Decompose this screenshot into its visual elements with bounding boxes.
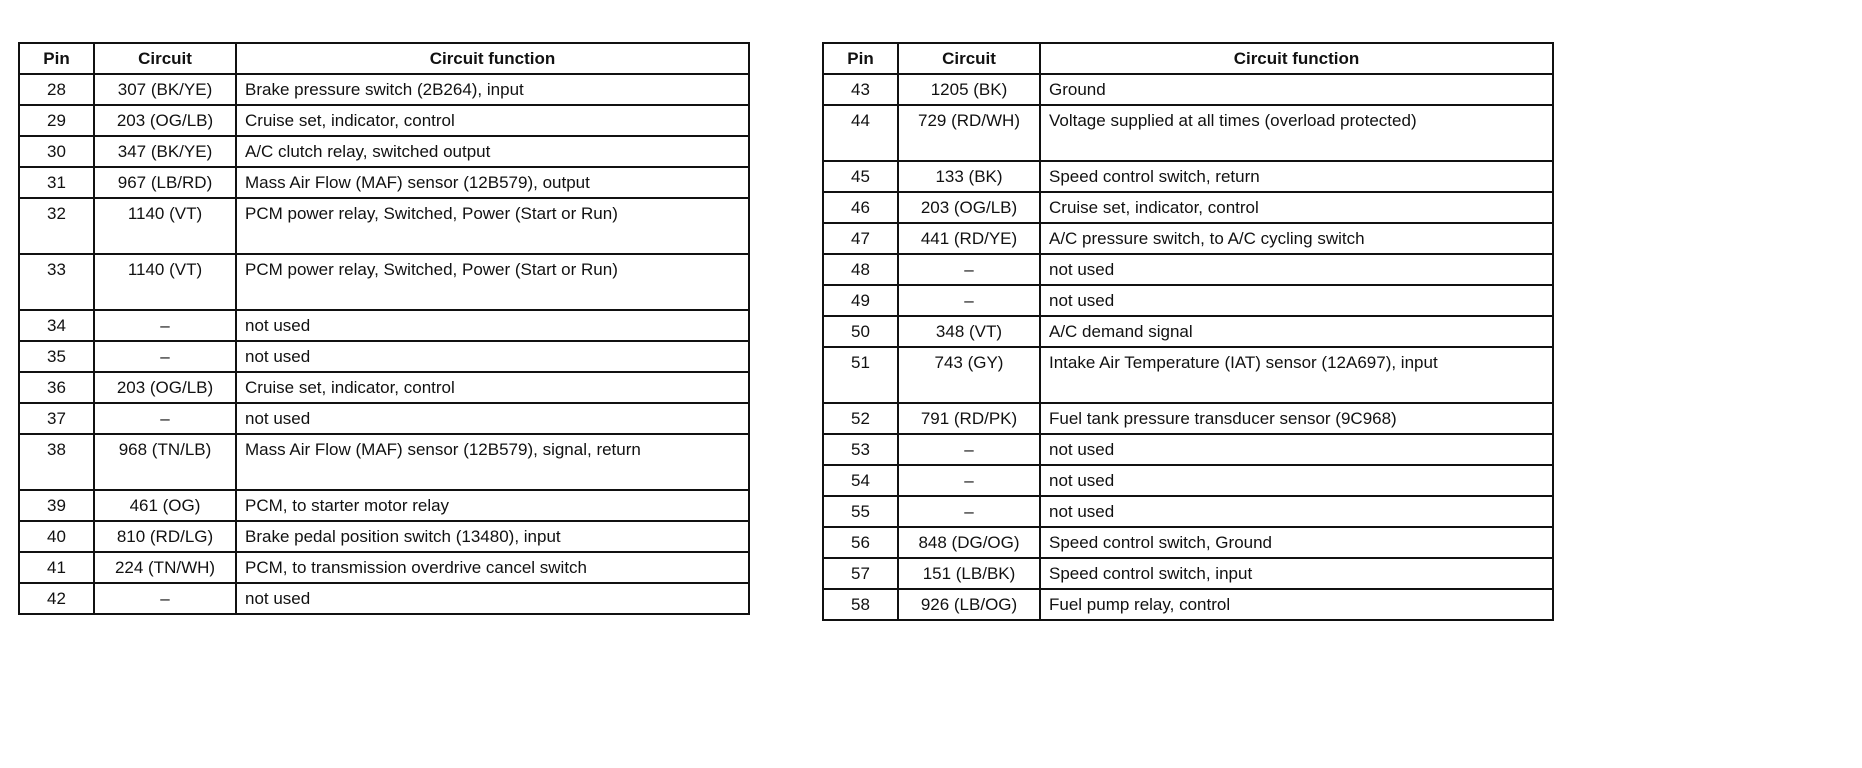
- pin-cell: 41: [19, 552, 94, 583]
- circuit-function-column-header: Circuit function: [236, 43, 749, 74]
- pin-cell: 35: [19, 341, 94, 372]
- table-row: [19, 403, 749, 434]
- circuit-cell: 848 (DG/OG): [898, 527, 1040, 558]
- pin-cell: 50: [823, 316, 898, 347]
- circuit-cell: 729 (RD/WH): [898, 105, 1040, 161]
- circuit-function-cell: Speed control switch, input: [1040, 558, 1553, 589]
- table-row: [823, 74, 1553, 105]
- table-row: [823, 192, 1553, 223]
- pin-cell: 43: [823, 74, 898, 105]
- circuit-function-cell: Brake pressure switch (2B264), input: [236, 74, 749, 105]
- circuit-function-cell: PCM, to starter motor relay: [236, 490, 749, 521]
- circuit-cell: –: [898, 285, 1040, 316]
- table-body: [19, 74, 749, 614]
- circuit-cell: 133 (BK): [898, 161, 1040, 192]
- table-row: [823, 223, 1553, 254]
- pin-cell: 48: [823, 254, 898, 285]
- table-row: [19, 310, 749, 341]
- circuit-cell: –: [898, 496, 1040, 527]
- circuit-cell: –: [898, 465, 1040, 496]
- circuit-cell: 348 (VT): [898, 316, 1040, 347]
- table-row: [19, 105, 749, 136]
- circuit-column-header: Circuit: [898, 43, 1040, 74]
- table-row: [19, 552, 749, 583]
- circuit-function-cell: Voltage supplied at all times (overload protected): [1040, 105, 1553, 161]
- circuit-cell: –: [94, 583, 236, 614]
- circuit-cell: 1205 (BK): [898, 74, 1040, 105]
- pin-cell: 56: [823, 527, 898, 558]
- table-row: [823, 558, 1553, 589]
- circuit-function-cell: Cruise set, indicator, control: [236, 105, 749, 136]
- pinout-table-left: [18, 42, 750, 615]
- circuit-cell: 203 (OG/LB): [898, 192, 1040, 223]
- pin-cell: 54: [823, 465, 898, 496]
- circuit-function-cell: Mass Air Flow (MAF) sensor (12B579), output: [236, 167, 749, 198]
- circuit-function-column-header: Circuit function: [1040, 43, 1553, 74]
- circuit-cell: 347 (BK/YE): [94, 136, 236, 167]
- circuit-function-cell: not used: [236, 583, 749, 614]
- pin-cell: 39: [19, 490, 94, 521]
- table-row: [823, 285, 1553, 316]
- pin-cell: 37: [19, 403, 94, 434]
- pin-cell: 57: [823, 558, 898, 589]
- circuit-cell: 461 (OG): [94, 490, 236, 521]
- pin-cell: 53: [823, 434, 898, 465]
- table-row: [19, 341, 749, 372]
- table-row: [823, 465, 1553, 496]
- pin-cell: 46: [823, 192, 898, 223]
- circuit-function-cell: A/C clutch relay, switched output: [236, 136, 749, 167]
- table-row: [823, 589, 1553, 620]
- pin-cell: 34: [19, 310, 94, 341]
- circuit-cell: 967 (LB/RD): [94, 167, 236, 198]
- circuit-function-cell: Speed control switch, return: [1040, 161, 1553, 192]
- circuit-function-cell: not used: [236, 403, 749, 434]
- circuit-function-cell: not used: [1040, 254, 1553, 285]
- table-row: [19, 136, 749, 167]
- table-row: [19, 167, 749, 198]
- table-row: [823, 254, 1553, 285]
- pin-cell: 55: [823, 496, 898, 527]
- pin-cell: 49: [823, 285, 898, 316]
- circuit-function-cell: Mass Air Flow (MAF) sensor (12B579), signal, return: [236, 434, 749, 490]
- circuit-cell: –: [94, 310, 236, 341]
- pin-cell: 45: [823, 161, 898, 192]
- circuit-function-cell: not used: [1040, 496, 1553, 527]
- circuit-function-cell: Speed control switch, Ground: [1040, 527, 1553, 558]
- table-row: [19, 372, 749, 403]
- table-row: [19, 583, 749, 614]
- table-row: [19, 434, 749, 490]
- circuit-function-cell: A/C pressure switch, to A/C cycling switch: [1040, 223, 1553, 254]
- pin-cell: 32: [19, 198, 94, 254]
- table-row: [823, 316, 1553, 347]
- circuit-cell: 1140 (VT): [94, 198, 236, 254]
- pin-column-header: Pin: [823, 43, 898, 74]
- table-row: [19, 254, 749, 310]
- pin-cell: 28: [19, 74, 94, 105]
- circuit-cell: 791 (RD/PK): [898, 403, 1040, 434]
- pin-cell: 33: [19, 254, 94, 310]
- circuit-function-cell: not used: [1040, 465, 1553, 496]
- pin-cell: 38: [19, 434, 94, 490]
- circuit-cell: 151 (LB/BK): [898, 558, 1040, 589]
- circuit-cell: –: [94, 403, 236, 434]
- circuit-function-cell: not used: [1040, 434, 1553, 465]
- circuit-function-cell: Fuel tank pressure transducer sensor (9C968): [1040, 403, 1553, 434]
- circuit-function-cell: not used: [236, 341, 749, 372]
- circuit-function-cell: PCM, to transmission overdrive cancel switch: [236, 552, 749, 583]
- pin-cell: 58: [823, 589, 898, 620]
- pin-cell: 51: [823, 347, 898, 403]
- circuit-function-cell: Cruise set, indicator, control: [236, 372, 749, 403]
- circuit-cell: 743 (GY): [898, 347, 1040, 403]
- pin-cell: 36: [19, 372, 94, 403]
- circuit-cell: 1140 (VT): [94, 254, 236, 310]
- table-row: [19, 198, 749, 254]
- circuit-function-cell: Ground: [1040, 74, 1553, 105]
- table-row: [823, 347, 1553, 403]
- table-row: [19, 74, 749, 105]
- circuit-function-cell: Intake Air Temperature (IAT) sensor (12A697), input: [1040, 347, 1553, 403]
- circuit-function-cell: PCM power relay, Switched, Power (Start or Run): [236, 198, 749, 254]
- circuit-function-cell: not used: [236, 310, 749, 341]
- table-header-row: [823, 43, 1553, 74]
- pin-cell: 47: [823, 223, 898, 254]
- table-body: [823, 74, 1553, 620]
- table-row: [823, 105, 1553, 161]
- circuit-function-cell: not used: [1040, 285, 1553, 316]
- pin-cell: 42: [19, 583, 94, 614]
- circuit-cell: –: [94, 341, 236, 372]
- table-row: [823, 527, 1553, 558]
- circuit-cell: –: [898, 434, 1040, 465]
- circuit-cell: 224 (TN/WH): [94, 552, 236, 583]
- pin-cell: 52: [823, 403, 898, 434]
- table-row: [823, 434, 1553, 465]
- pin-column-header: Pin: [19, 43, 94, 74]
- circuit-function-cell: PCM power relay, Switched, Power (Start or Run): [236, 254, 749, 310]
- table-header-row: [19, 43, 749, 74]
- circuit-cell: 926 (LB/OG): [898, 589, 1040, 620]
- table-row: [19, 521, 749, 552]
- circuit-column-header: Circuit: [94, 43, 236, 74]
- table-row: [823, 161, 1553, 192]
- circuit-cell: 203 (OG/LB): [94, 372, 236, 403]
- table-row: [19, 490, 749, 521]
- circuit-cell: 968 (TN/LB): [94, 434, 236, 490]
- circuit-cell: 810 (RD/LG): [94, 521, 236, 552]
- circuit-cell: 203 (OG/LB): [94, 105, 236, 136]
- pin-cell: 44: [823, 105, 898, 161]
- circuit-function-cell: Fuel pump relay, control: [1040, 589, 1553, 620]
- pinout-table-right: [822, 42, 1554, 621]
- pin-cell: 31: [19, 167, 94, 198]
- table-row: [823, 403, 1553, 434]
- circuit-function-cell: Cruise set, indicator, control: [1040, 192, 1553, 223]
- circuit-cell: –: [898, 254, 1040, 285]
- pin-cell: 40: [19, 521, 94, 552]
- pin-cell: 30: [19, 136, 94, 167]
- circuit-function-cell: A/C demand signal: [1040, 316, 1553, 347]
- circuit-cell: 441 (RD/YE): [898, 223, 1040, 254]
- circuit-function-cell: Brake pedal position switch (13480), input: [236, 521, 749, 552]
- table-row: [823, 496, 1553, 527]
- circuit-cell: 307 (BK/YE): [94, 74, 236, 105]
- pin-cell: 29: [19, 105, 94, 136]
